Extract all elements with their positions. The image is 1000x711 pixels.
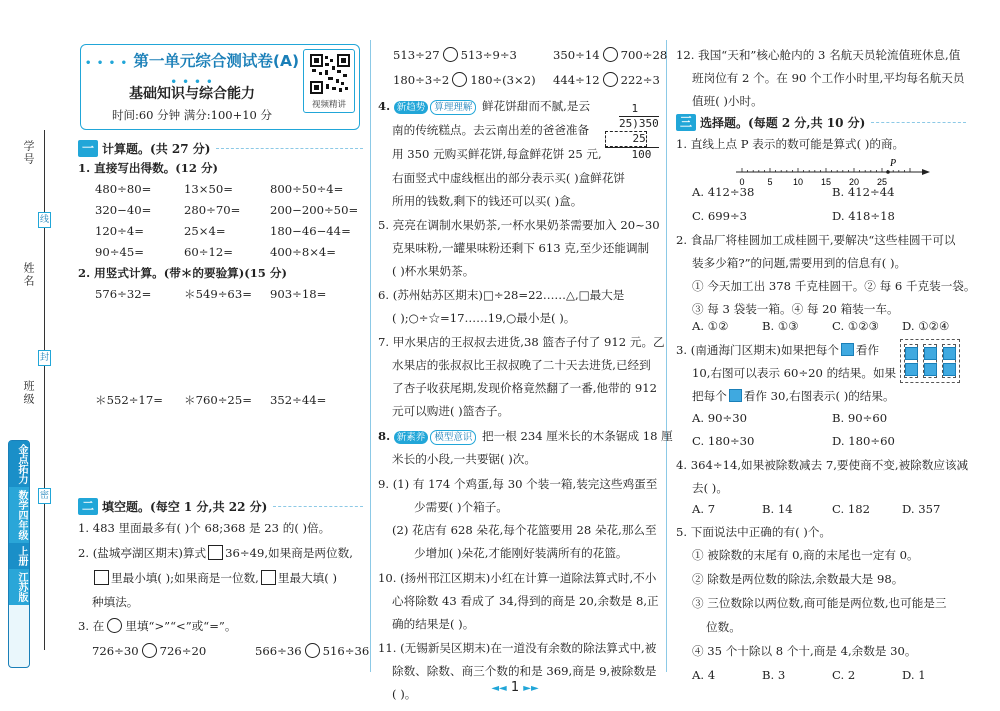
section-calc-number: 一	[78, 140, 98, 157]
section-fill-title: 填空题。(每空 1 分,共 22 分)	[102, 499, 268, 514]
oral-2-3: 200−200÷50=	[270, 203, 359, 217]
q4-line3: 用 350 元购买鲜花饼,每盒鲜花饼 25 元,	[392, 147, 602, 161]
vertical-6: 352÷44=	[270, 393, 327, 407]
compare-circle	[603, 72, 618, 87]
q12-line2: 班岗位有 2 个。在 90 个工作小时里,平均每名航天员	[692, 71, 965, 85]
q10-line3: 确的结果是( )。	[392, 617, 475, 631]
vertical-5: ＊760÷25=	[184, 393, 252, 407]
c4-opt-b[interactable]: B. 14	[762, 502, 793, 516]
cut-mark-2: 封	[38, 350, 51, 366]
section-choice-title: 选择题。(每题 2 分,共 10 分)	[700, 115, 866, 130]
q8-line2: 米长的小段,一共要锯( )次。	[392, 452, 536, 466]
q4-line5: 所用的钱数,剩下的钱还可以买( )盒。	[392, 194, 583, 208]
c4-line2: 去( )。	[692, 481, 728, 495]
qr-code[interactable]	[303, 49, 355, 113]
c1-question: 1. 直线上点 P 表示的数可能是算式( )的商。	[676, 137, 905, 151]
q9-line4: 少增加( )朵花,才能刚好装满所有的花篮。	[414, 546, 628, 560]
page-number: 1	[510, 680, 520, 695]
square-group	[942, 344, 956, 378]
tick-label: 0	[739, 177, 745, 187]
section-rule	[273, 506, 363, 507]
compare-circle	[107, 618, 122, 633]
blank-box	[261, 570, 276, 585]
fill-q3-items-a	[92, 643, 206, 660]
tick-label: 25	[876, 177, 888, 187]
small-square-icon	[943, 363, 956, 376]
c2-opt-a[interactable]: A. ①②	[692, 319, 729, 333]
q5-line1: 5. 亮亮在调制水果奶茶,一杯水果奶茶需要加入 20~30	[378, 218, 660, 232]
test-subtitle: 基础知识与综合能力	[129, 86, 255, 102]
cmp-left-2: 566÷36	[255, 644, 302, 658]
oral-3-3: 180−46−44=	[270, 224, 351, 238]
c2-opt-b[interactable]: B. ①③	[762, 319, 799, 333]
fill-q2-expr: 36÷49,如果商是两位数,	[225, 546, 353, 560]
binding-line	[44, 130, 45, 650]
section-choice-header	[676, 113, 966, 131]
page-footer	[470, 680, 560, 695]
oral-3-1: 120÷4=	[95, 224, 144, 238]
mid-cmp-row1-a	[393, 47, 517, 64]
name-label: 姓名	[22, 262, 35, 288]
q7-line4: 元可以购进( )篮杏子。	[392, 404, 510, 418]
q7-line1: 7. 甲水果店的王叔叔去进货,38 篮杏子付了 912 元。乙	[378, 335, 665, 349]
calc-q2: 2. 用竖式计算。(带＊的要验算)(15 分)	[78, 266, 287, 280]
tag-new-trend: 新趋势	[394, 101, 429, 114]
fill-q2-line1	[78, 545, 353, 562]
cmp-right: 700÷28	[620, 48, 668, 62]
cmp-right-1: 726÷20	[159, 644, 207, 658]
q4-line1	[378, 98, 590, 115]
c3-text-a: 3. (南通海门区期末)如果把每个	[676, 343, 839, 357]
time-score: 时间:60 分钟 满分:100+10 分	[111, 108, 273, 122]
oral-1-3: 800÷50÷4=	[270, 182, 344, 196]
square-group	[923, 344, 937, 378]
c3-opt-a[interactable]: A. 90÷30	[692, 411, 747, 425]
small-square-icon	[729, 389, 742, 402]
q11-line2: 除数、除数、商三个数的和是 369,商是 9,被除数是	[392, 664, 657, 678]
cut-mark-1: 线	[38, 212, 51, 228]
oral-3-2: 25×4=	[184, 224, 226, 238]
c2-line4: ③ 每 3 袋装一箱。④ 每 20 箱装一车。	[692, 302, 899, 316]
small-square-icon	[924, 347, 937, 360]
q9-line2: 少需要( )个箱子。	[414, 500, 508, 514]
square-group	[904, 344, 918, 378]
fill-q3	[78, 618, 236, 635]
q12-line1: 12. 我国“天和”核心舱内的 3 名航天员轮流值班休息,值	[676, 48, 961, 62]
c5-item-2: ② 除数是两位数的除法,余数最大是 98。	[692, 572, 904, 586]
c4-line1: 4. 364÷14,如果被除数减去 7,要使商不变,被除数应该减	[676, 458, 969, 472]
c3-opt-d[interactable]: D. 180÷60	[832, 434, 895, 448]
c5-item-4: ④ 35 个十除以 8 个十,商是 4,余数是 30。	[692, 644, 917, 658]
test-title-text: 第一单元综合测试卷(A)	[133, 52, 300, 70]
compare-circle	[142, 643, 157, 658]
cmp-left: 444÷12	[553, 73, 600, 87]
calc-q1: 1. 直接写出得数。(12 分)	[78, 161, 219, 175]
q10-line2: 心将除数 43 看成了 34,得到的商是 20,余数是 8,正	[392, 594, 659, 608]
q12-line3: 值班( )小时。	[692, 94, 763, 108]
oral-1-2: 13×50=	[184, 182, 233, 196]
mid-cmp-row1-b	[553, 47, 667, 64]
cmp-right: 180÷(3×2)	[470, 73, 536, 87]
c3-line1	[676, 342, 879, 359]
compare-circle	[452, 72, 467, 87]
c4-opt-a[interactable]: A. 7	[692, 502, 716, 516]
c1-opt-a[interactable]: A. 412÷38	[692, 185, 755, 199]
cmp-right: 222÷3	[620, 73, 660, 87]
c4-opt-c[interactable]: C. 182	[832, 502, 870, 516]
series-tab	[8, 440, 30, 668]
compare-circle	[443, 47, 458, 62]
point-p	[886, 170, 890, 174]
vertical-1: 576÷32=	[95, 287, 152, 301]
tag-reasoning: 算理理解	[430, 100, 476, 115]
q9-line1: 9. (1) 有 174 个鸡蛋,每 30 个装一箱,装完这些鸡蛋至	[378, 477, 658, 491]
c4-opt-d[interactable]: D. 357	[902, 502, 941, 516]
c3-text-d: 把每个	[692, 389, 727, 403]
section-fill-number: 二	[78, 498, 98, 515]
vertical-2: ＊549÷63=	[184, 287, 252, 301]
q8-line1	[378, 428, 673, 445]
mid-cmp-row2-b	[553, 72, 660, 89]
long-division	[605, 102, 659, 162]
qr-caption: 视频精讲	[311, 100, 346, 110]
c2-opt-c[interactable]: C. ①②③	[832, 319, 880, 333]
edition-label: 江苏版	[9, 569, 29, 605]
section-choice-number: 三	[676, 114, 696, 131]
cmp-left: 513÷27	[393, 48, 440, 62]
cmp-left: 350÷14	[553, 48, 600, 62]
oral-2-2: 280÷70=	[184, 203, 241, 217]
c5-opt-a[interactable]: A. 4	[692, 668, 716, 682]
fill-q2-mid: 里最小填( );如果商是一位数,	[111, 571, 259, 585]
prev-arrows-icon: ◄◄	[491, 683, 507, 694]
fill-q2-line2	[92, 570, 337, 587]
tag-model: 模型意识	[430, 430, 476, 445]
oral-2-1: 320−40=	[95, 203, 152, 217]
c3-line3	[692, 388, 895, 405]
c2-line3: ① 今天加工出 378 千克桂圆干。② 每 6 千克装一袋。	[692, 279, 976, 293]
title-deco-right: • • • •	[170, 77, 214, 88]
c5-question: 5. 下面说法中正确的有( )个。	[676, 525, 832, 539]
fill-q3-items-b	[255, 643, 369, 660]
cmp-left: 180÷3÷2	[393, 73, 450, 87]
section-rule	[871, 122, 966, 123]
c5-opt-d[interactable]: D. 1	[902, 668, 926, 682]
column-divider-1	[370, 40, 371, 672]
next-arrows-icon: ►►	[523, 683, 539, 694]
c3-text-e: 看作 30,右图表示( )的结果。	[743, 389, 895, 403]
q6-line1: 6. (苏州姑苏区期末)□÷28=22……△,□最大是	[378, 288, 625, 302]
c5-opt-b[interactable]: B. 3	[762, 668, 786, 682]
oral-4-2: 60÷12=	[184, 245, 233, 259]
c3-opt-b[interactable]: B. 90÷60	[832, 411, 888, 425]
q9-line3: (2) 花店有 628 朵花,每个花篮要用 28 朵花,那么至	[392, 523, 657, 537]
c1-opt-c[interactable]: C. 699÷3	[692, 209, 748, 223]
c2-line2: 装多少箱?”的问题,需要用到的信息有( )。	[692, 256, 907, 270]
c2-opt-d[interactable]: D. ①②④	[902, 319, 950, 333]
compare-circle	[603, 47, 618, 62]
q5-line2: 克果味粉,一罐果味粉还剩下 613 克,至少还能调制	[392, 241, 650, 255]
fill-q2-prefix: 2. (盐城亭湖区期末)算式	[78, 546, 207, 560]
c5-opt-c[interactable]: C. 2	[832, 668, 856, 682]
cmp-right: 513÷9÷3	[460, 48, 517, 62]
section-fill-header	[78, 497, 363, 515]
oral-4-1: 90÷45=	[95, 245, 144, 259]
q10-line1: 10. (扬州邗江区期末)小红在计算一道除法算式时,不小	[378, 571, 657, 585]
point-p-label: P	[890, 158, 897, 169]
q11-line3: ( )。	[392, 687, 417, 701]
blank-box	[208, 545, 223, 560]
c3-opt-c[interactable]: C. 180÷30	[692, 434, 755, 448]
c3-text-b: 看作	[855, 343, 880, 357]
cut-mark-3: 密	[38, 488, 51, 504]
fill-q2-end: 里最大填( )	[277, 571, 337, 585]
fill-q2-line3: 种填法。	[92, 595, 139, 609]
tick-label: 20	[848, 177, 860, 187]
compare-circle	[305, 643, 320, 658]
qr-icon	[310, 54, 350, 94]
tick-label: 15	[820, 177, 832, 187]
division-remainder: 100	[605, 147, 659, 162]
oral-4-3: 400÷8×4=	[270, 245, 337, 259]
cmp-right-2: 516÷36	[322, 644, 370, 658]
square-groups-figure	[900, 339, 960, 383]
q8-label: 8.	[378, 429, 391, 443]
q5-line3: ( )杯水果奶茶。	[392, 264, 475, 278]
section-calc-header	[78, 139, 363, 157]
c5-item-3: ③ 三位数除以两位数,商可能是两位数,也可能是三	[692, 596, 947, 610]
fill-q3-suffix: 里填“>”“<”或“=”。	[125, 619, 237, 633]
c5-item-3b: 位数。	[706, 620, 741, 634]
c1-opt-b[interactable]: B. 412÷44	[832, 185, 895, 199]
q4-label: 4.	[378, 99, 391, 113]
volume-label: 上册	[9, 543, 29, 569]
fill-q1: 1. 483 里面最多有( )个 68;368 是 23 的( )倍。	[78, 521, 331, 535]
division-dividend: 25)350	[619, 117, 659, 130]
division-quotient: 1	[605, 102, 639, 115]
q4-line2: 南的传统糕点。去云南出差的爸爸准备	[392, 123, 590, 137]
small-square-icon	[943, 347, 956, 360]
binding-strip	[0, 0, 66, 711]
c5-item-1: ① 被除数的末尾有 0,商的末尾也一定有 0。	[692, 548, 919, 562]
title-deco-left: • • • •	[84, 58, 128, 69]
c1-opt-d[interactable]: D. 418÷18	[832, 209, 895, 223]
tick-label: 5	[767, 177, 773, 187]
section-rule	[216, 148, 363, 149]
blank-box	[94, 570, 109, 585]
mid-cmp-row2-a	[393, 72, 536, 89]
test-header	[80, 44, 360, 130]
arrow-right-icon	[922, 169, 930, 175]
section-calc-title: 计算题。(共 27 分)	[102, 141, 211, 156]
student-no-label: 学号	[22, 140, 35, 166]
fill-q3-prefix: 3. 在	[78, 619, 105, 633]
cmp-left-1: 726÷30	[92, 644, 139, 658]
grade-label: 数学四年级	[9, 487, 29, 543]
tag-new-literacy: 新素养	[394, 431, 429, 444]
oral-1-1: 480÷80=	[95, 182, 152, 196]
c2-line1: 2. 食品厂将桂圆加工成桂圆干,要解决“这些桂圆干可以	[676, 233, 956, 247]
vertical-4: ＊552÷17=	[95, 393, 163, 407]
division-product: 25	[606, 132, 646, 145]
small-square-icon	[924, 363, 937, 376]
vertical-3: 903÷18=	[270, 287, 327, 301]
q6-line2: ( );○÷☆=17……19,○最小是( )。	[392, 311, 576, 325]
q11-line1: 11. (无锡新吴区期末)在一道没有余数的除法算式中,被	[378, 641, 657, 655]
q8-text-1: 把一根 234 厘米长的木条锯成 18 厘	[482, 429, 673, 443]
series-name: 金点拓力	[9, 441, 29, 487]
small-square-icon	[905, 363, 918, 376]
column-divider-2	[666, 40, 667, 672]
small-square-icon	[841, 343, 854, 356]
tick-label: 10	[792, 177, 804, 187]
q7-line2: 水果店的张叔叔比王叔叔晚了二十天去进货,已经到	[392, 358, 651, 372]
q4-text-1: 鲜花饼甜而不腻,是云	[482, 99, 591, 113]
c3-line2: 10,右图可以表示 60÷20 的结果。如果	[692, 366, 897, 380]
small-square-icon	[905, 347, 918, 360]
q7-line3: 了杏子收获尾期,发现价格竟然翻了一番,他带的 912	[392, 381, 658, 395]
q4-line4: 右面竖式中虚线框出的部分表示买( )盒鲜花饼	[392, 171, 626, 185]
class-label: 班级	[22, 380, 35, 406]
